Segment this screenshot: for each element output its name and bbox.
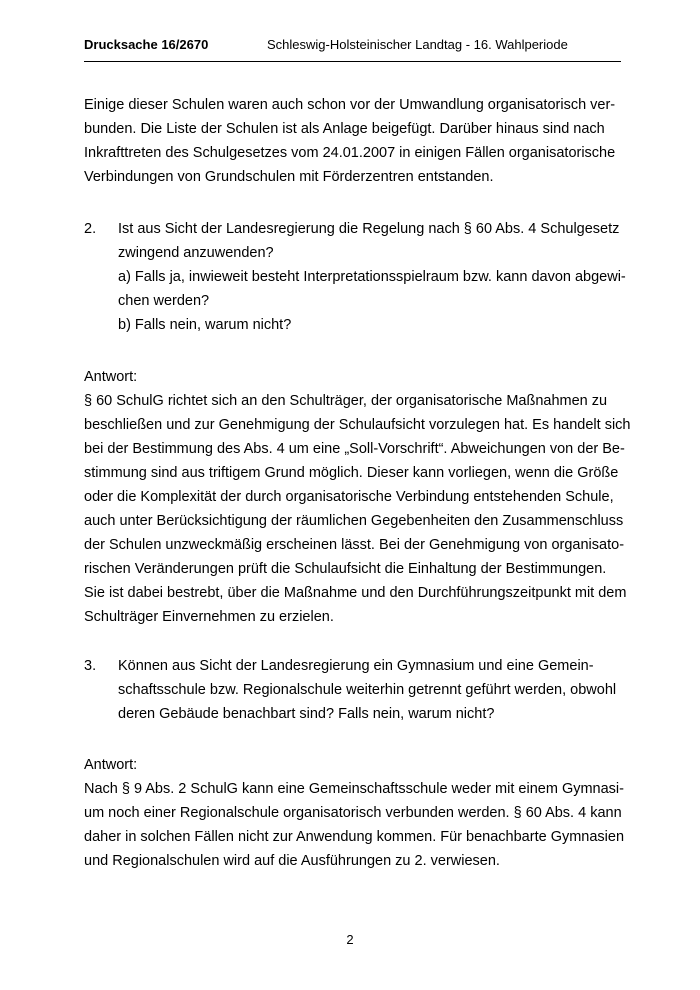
text-line: schaftsschule bzw. Regionalschule weiterhin getrennt geführt werden, obwohl bbox=[118, 682, 617, 698]
answer-label: Antwort: bbox=[84, 369, 138, 385]
question-3-number: 3. bbox=[84, 658, 97, 674]
answer-3 bbox=[84, 753, 625, 873]
text-line: beschließen und zur Genehmigung der Schulaufsicht vorzulegen hat. Es handelt sich bbox=[84, 417, 631, 433]
text-line: Ist aus Sicht der Landesregierung die Regelung nach § 60 Abs. 4 Schulgesetz bbox=[118, 221, 620, 237]
intro-paragraph bbox=[84, 93, 621, 189]
text-line: Schulträger Einvernehmen zu erzielen. bbox=[84, 609, 334, 625]
text-line: auch unter Berücksichtigung der räumlichen Gegebenheiten den Zusammenschluss bbox=[84, 513, 624, 529]
text-line: chen werden? bbox=[118, 293, 210, 309]
question-2-text bbox=[118, 217, 626, 337]
text-line: bunden. Die Liste der Schulen ist als Anlage beigefügt. Darüber hinaus sind nach bbox=[84, 121, 605, 137]
text-line: oder die Komplexität der durch organisatorische Verbindung entstehenden Schule, bbox=[84, 489, 614, 505]
document-number: Drucksache 16/2670 bbox=[84, 37, 209, 52]
parliament-title: Schleswig-Holsteinischer Landtag - 16. Wahlperiode bbox=[267, 37, 568, 52]
text-line: der Schulen unzweckmäßig erscheinen lässt. Bei der Genehmigung von organisato- bbox=[84, 537, 625, 553]
answer-label: Antwort: bbox=[84, 757, 138, 773]
text-line: Können aus Sicht der Landesregierung ein Gymnasium und eine Gemein- bbox=[118, 658, 594, 674]
page-header bbox=[84, 37, 621, 62]
text-line: a) Falls ja, inwieweit besteht Interpretationsspielraum bzw. kann davon abgewi- bbox=[118, 269, 626, 285]
page-number: 2 bbox=[346, 932, 354, 947]
text-line: stimmung sind aus triftigem Grund möglich. Dieser kann vorliegen, wenn die Größe bbox=[84, 465, 619, 481]
text-line: Einige dieser Schulen waren auch schon vor der Umwandlung organisatorisch ver- bbox=[84, 97, 616, 113]
text-line: Sie ist dabei bestrebt, über die Maßnahme und den Durchführungszeitpunkt mit dem bbox=[84, 585, 627, 601]
text-line: Verbindungen von Grundschulen mit Förderzentren entstanden. bbox=[84, 169, 494, 185]
answer-2 bbox=[84, 365, 631, 629]
text-line: § 60 SchulG richtet sich an den Schulträger, der organisatorische Maßnahmen zu bbox=[84, 393, 608, 409]
text-line: Nach § 9 Abs. 2 SchulG kann eine Gemeinschaftsschule weder mit einem Gymnasi- bbox=[84, 781, 624, 797]
question-2-number: 2. bbox=[84, 221, 97, 237]
text-line: deren Gebäude benachbart sind? Falls nein, warum nicht? bbox=[118, 706, 495, 722]
text-line: und Regionalschulen wird auf die Ausführungen zu 2. verwiesen. bbox=[84, 853, 500, 869]
text-line: Inkrafttreten des Schulgesetzes vom 24.01.2007 in einigen Fällen organisatorische bbox=[84, 145, 616, 161]
text-line: zwingend anzuwenden? bbox=[118, 245, 274, 261]
text-line: rischen Veränderungen prüft die Schulaufsicht die Einhaltung der Bestimmungen. bbox=[84, 561, 607, 577]
text-line: um noch einer Regionalschule organisatorisch verbunden werden. § 60 Abs. 4 kann bbox=[84, 805, 622, 821]
text-line: bei der Bestimmung des Abs. 4 um eine „Soll-Vorschrift“. Abweichungen von der Be- bbox=[84, 441, 625, 457]
text-line: daher in solchen Fällen nicht zur Anwendung kommen. Für benachbarte Gymnasien bbox=[84, 829, 625, 845]
question-3-text bbox=[118, 654, 621, 726]
text-line: b) Falls nein, warum nicht? bbox=[118, 317, 292, 333]
